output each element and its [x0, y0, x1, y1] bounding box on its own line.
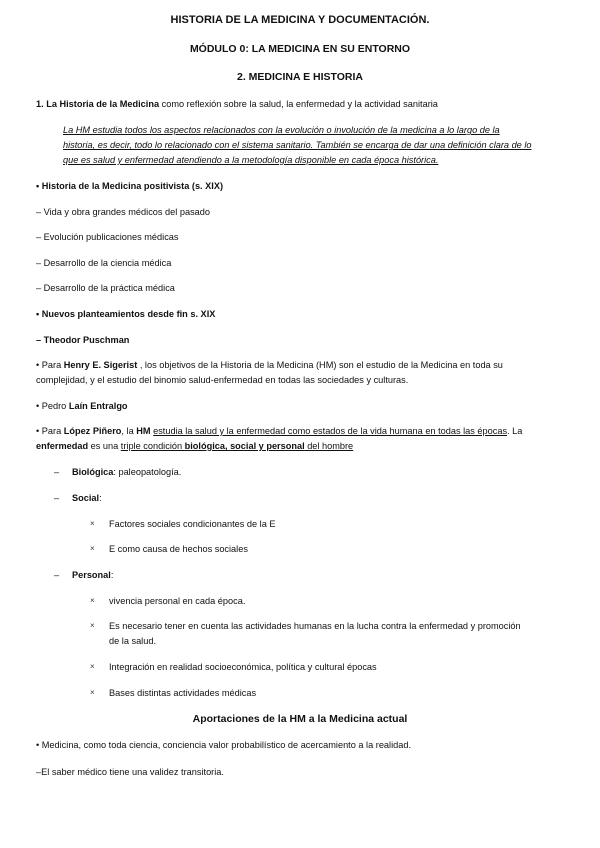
- aportaciones-line-2: –El saber médico tiene una validez transitoria.: [36, 767, 224, 777]
- sigerist-line-2: complejidad, y el estudio del binomio salud-enfermedad en todas las sociedades y culturas.: [36, 375, 409, 385]
- cross-marker: ×: [90, 662, 95, 671]
- cross-marker: ×: [90, 621, 95, 630]
- lopez-triple: triple condición: [120, 441, 185, 451]
- bullet: •: [36, 309, 40, 319]
- lain-name: Laín Entralgo: [68, 401, 128, 411]
- lopez-line-1: [36, 425, 522, 437]
- puschman-item: – Theodor Puschman: [36, 335, 130, 345]
- section-1-bold: La Historia de la Medicina: [43, 99, 162, 109]
- section-1-number: 1.: [36, 99, 44, 109]
- lopez-pre: • Para: [36, 426, 64, 436]
- module-heading: MÓDULO 0: LA MEDICINA EN SU ENTORNO: [189, 43, 411, 55]
- lopez-mid: , la: [121, 426, 137, 436]
- positivista-label: Historia de la Medicina positivista (s. XIX): [41, 181, 224, 191]
- list-item: vivencia personal en cada época.: [109, 596, 246, 606]
- personal-colon: :: [110, 570, 114, 580]
- lopez-end: . La: [507, 426, 523, 436]
- lopez-name: López Piñero: [63, 426, 122, 436]
- lopez-condicion: biológica, social y personal: [184, 441, 305, 451]
- document-title: HISTORIA DE LA MEDICINA Y DOCUMENTACIÓN.: [170, 14, 430, 26]
- bullet: •: [36, 181, 40, 191]
- personal-label: Personal: [72, 570, 111, 580]
- list-item-continuation: de la salud.: [109, 636, 156, 646]
- list-item: Es necesario tener en cuenta las actividades humanas en la lucha contra la enfermedad y promoción: [109, 621, 521, 631]
- list-item: Bases distintas actividades médicas: [109, 688, 257, 698]
- section-1-rest: como reflexión sobre la salud, la enfermedad y la actividad sanitaria: [161, 99, 438, 109]
- lopez-underlined: estudia la salud y la enfermedad como estados de la vida humana en todas las épocas: [153, 426, 508, 436]
- list-item: – Evolución publicaciones médicas: [36, 232, 179, 242]
- intro-line-2: historia, es decir, todo lo relacionado con el sistema sanitario. También se encarga de dar una definición clara de lo: [63, 140, 532, 150]
- lopez-es-una: es una: [88, 441, 121, 451]
- list-item: Factores sociales condicionantes de la E: [109, 519, 276, 529]
- social-colon: :: [99, 493, 102, 503]
- sigerist-line-1: [36, 359, 503, 371]
- sigerist-pre: • Para: [36, 360, 64, 370]
- sigerist-rest: , los objetivos de la Historia de la Medicina (HM) son el estudio de la Medicina en toda su: [137, 360, 503, 370]
- lain-item: [36, 400, 128, 412]
- social-item: [72, 492, 102, 504]
- list-item: – Desarrollo de la ciencia médica: [36, 258, 172, 268]
- aportaciones-line-1: • Medicina, como toda ciencia, conciencia valor probabilístico de acercamiento a la realidad.: [36, 740, 412, 750]
- sigerist-name: Henry E. Sigerist: [63, 360, 138, 370]
- intro-line-3: que es salud y enfermedad atendiendo a la metodología disponible en cada época histórica.: [63, 155, 439, 165]
- nuevos-label: Nuevos planteamientos desde fin s. XIX: [41, 309, 216, 319]
- list-item: – Vida y obra grandes médicos del pasado: [36, 207, 210, 217]
- cross-marker: ×: [90, 519, 95, 528]
- dash-marker: –: [54, 467, 60, 477]
- biologica-item: [72, 466, 181, 478]
- lopez-hm: HM: [136, 426, 151, 436]
- lopez-enfermedad: enfermedad: [36, 441, 89, 451]
- cross-marker: ×: [90, 596, 95, 605]
- personal-item: [72, 569, 113, 581]
- aportaciones-heading: Aportaciones de la HM a la Medicina actual: [192, 713, 408, 725]
- list-item: Integración en realidad socioeconómica, política y cultural épocas: [109, 662, 377, 672]
- list-item: E como causa de hechos sociales: [109, 544, 248, 554]
- cross-marker: ×: [90, 544, 95, 553]
- positivista-heading: [36, 180, 223, 192]
- section-heading: 2. MEDICINA E HISTORIA: [236, 71, 363, 83]
- dash-marker: –: [54, 570, 60, 580]
- intro-line-1: La HM estudia todos los aspectos relacionados con la evolución o involución de la medicina a lo largo de la: [63, 125, 500, 135]
- dash-marker: –: [54, 493, 60, 503]
- nuevos-heading: [36, 308, 215, 320]
- biologica-rest: : paleopatología.: [113, 467, 182, 477]
- list-item: – Desarrollo de la práctica médica: [36, 283, 175, 293]
- lopez-line-2: [36, 440, 353, 452]
- lain-pre: • Pedro: [36, 401, 69, 411]
- section-1-heading: [36, 98, 438, 110]
- social-label: Social: [72, 493, 100, 503]
- lopez-hombre: del hombre: [304, 441, 354, 451]
- cross-marker: ×: [90, 688, 95, 697]
- biologica-label: Biológica: [72, 467, 114, 477]
